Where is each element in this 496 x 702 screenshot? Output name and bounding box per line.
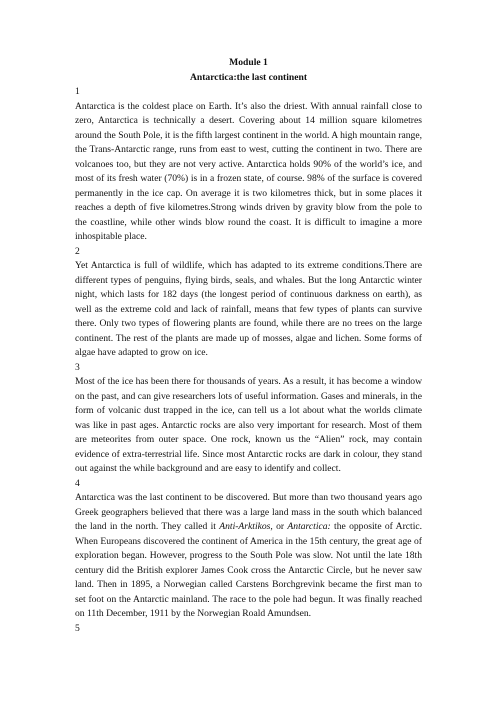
section-number: 2	[75, 245, 80, 257]
section-paragraph: Most of the ice has been there for thousands of years. As a result, it has become a window on the past, and can give researchers lots of useful information. Gases and minerals, in the form of volcanic dust trapped in the ice, can tell us a lot about what the worlds climate was like in past ages. Antarctic rocks are also very important for research. Most of them are meteorites from outer space. One rock, known us the “Alien” rock, may contain evidence of extra-terrestrial life. Since most Antarctic rocks are dark in colour, they stand out against the while background and are easy to identify and collect.	[75, 376, 422, 474]
paragraph-text: the opposite of Arctic. When Europeans discovered the continent of America in the 15th century, the great age of exploration began. However, progress to the South Pole was slow. Not until the late 18th century did the British explorer James Cook cross the Antarctic Circle, but he never saw land. Then in 1895, a Norwegian called Carstens Borchgrevink became the first man to set foot on the Antarctic mainland. The race to the pole had begun. It was finally reached on 11th December, 1911 by the Norwegian Roald Amundsen.	[75, 521, 423, 619]
paragraph-text: , or	[270, 521, 288, 532]
section-number: 5	[75, 622, 80, 634]
section-number: 3	[75, 361, 80, 373]
section-paragraph: Yet Antarctica is full of wildlife, which has adapted to its extreme conditions.There are different types of penguins, flying birds, seals, and whales. But the long Antarctic winter night, which lasts for 182 days (the longest period of continuous darkness on earth), as well as the extreme cold and lack of rainfall, means that few types of plants can survive there. Only two types of flowering plants are found, while there are no trees on the large continent. The rest of the plants are made up of mosses, algae and lichen. Some forms of algae have adapted to grow on ice.	[75, 260, 422, 358]
paragraph-text: Antarctica was the last continent to be discovered. But more than two thousand years ago Greek geographers believed that there was a large land mass in the south which balanced the land in the north. They called it	[75, 492, 422, 532]
section-paragraph	[75, 491, 422, 622]
italic-term: Anti-Arktikos	[219, 521, 271, 532]
document-title: Antarctica:the last continent	[189, 71, 308, 83]
section-paragraph: Antarctica is the coldest place on Earth. It’s also the driest. With annual rainfall close to zero, Antarctica is technically a desert. Covering about 14 million square kilometres around the South Pole, it is the fifth largest continent in the world. A high mountain range, the Trans-Antarctic range, runs from east to west, cutting the continent in two. There are volcanoes too, but they are not very active. Antarctica holds 90% of the world’s ice, and most of its fresh water (70%) is in a frozen state, of course. 98% of the surface is covered permanently in the ice cap. On average it is two kilometres thick, but in some places it reaches a depth of five kilometres.Strong winds driven by gravity blow from the pole to the coastline, while other winds blow round the coast. It is difficult to imagine a more inhospitable place.	[75, 100, 422, 242]
module-heading: Module 1	[229, 57, 268, 68]
section-number: 1	[75, 86, 80, 97]
italic-term: Antarctica:	[287, 521, 331, 532]
document-page	[75, 56, 422, 636]
section-number: 4	[75, 477, 80, 489]
